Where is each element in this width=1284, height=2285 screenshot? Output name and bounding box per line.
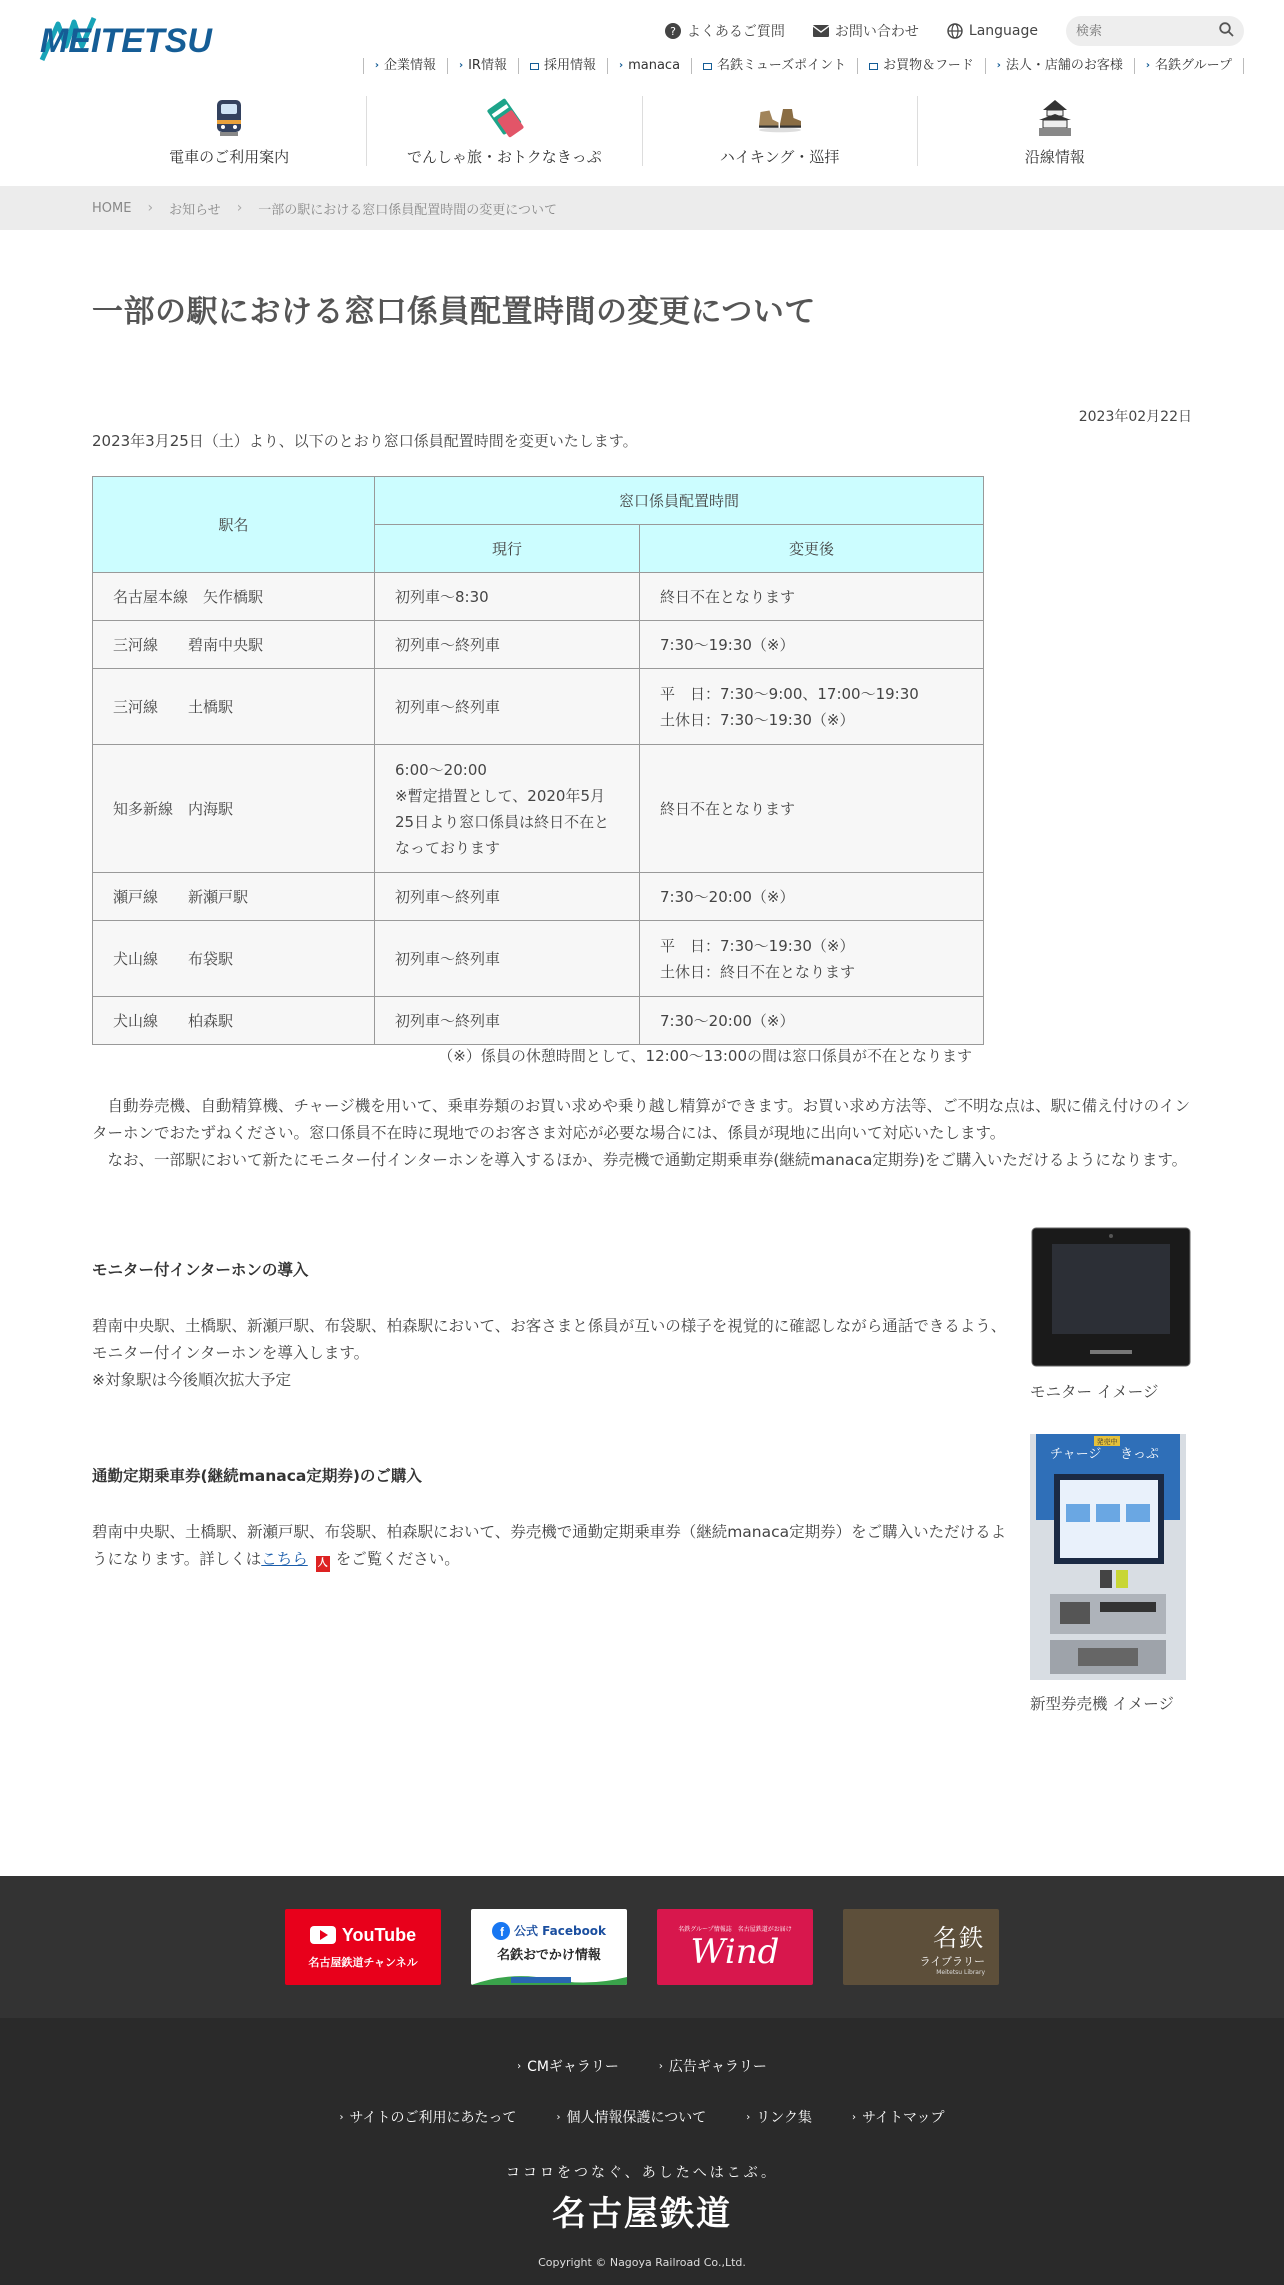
- chevron-right-icon: ›: [147, 200, 154, 216]
- footer-link-sitemap[interactable]: [852, 2107, 944, 2127]
- copyright: Copyright © Nagoya Railroad Co.,Ltd.: [538, 2256, 746, 2269]
- breadcrumb: [0, 186, 1284, 230]
- main-nav-label: ハイキング・巡拝: [719, 148, 840, 166]
- footer-banners: [0, 1876, 1284, 2018]
- table-cell-after: 平 日：7:30～19:30（※） 土休日：終日不在となります: [640, 921, 984, 997]
- table-cell-after: 終日不在となります: [640, 745, 984, 873]
- intro-text: 2023年3月25日（土）より、以下のとおり窓口係員配置時間を変更いたします。: [92, 432, 638, 450]
- corp-nav-company[interactable]: [363, 58, 447, 74]
- footer-link-label: 個人情報保護について: [566, 2110, 707, 2126]
- footer-link-privacy[interactable]: [557, 2107, 707, 2127]
- footer-link-label: リンク集: [756, 2110, 813, 2126]
- table-row: [93, 921, 984, 997]
- table-cell-station: 名古屋本線 矢作橋駅: [93, 573, 375, 621]
- youtube-logo-text: YouTube: [341, 1924, 417, 1945]
- table-header-after: 変更後: [640, 525, 984, 573]
- table-cell-current: 初列車～終列車: [375, 621, 640, 669]
- youtube-channel-name: 名古屋鉄道チャンネル: [308, 1955, 418, 1969]
- post-date: 2023年02月22日: [1078, 409, 1192, 425]
- body-paragraph: 自動券売機、自動精算機、チャージ機を用いて、乗車券類のお買い求めや乗り越し精算ができます。お買い求め方法等、ご不明な点は、駅に備え付けのインターホンでおたずねください。窓口係員不在時に現地でのお客さま対応が必要な場合には、係員が現地に出向いて対応いたします。: [92, 1097, 1191, 1142]
- corp-nav-label: 採用情報: [543, 58, 596, 73]
- breadcrumb-current: 一部の駅における窓口係員配置時間の変更について: [258, 202, 558, 218]
- external-link-icon: [703, 63, 712, 70]
- monitor-caption: モニター イメージ: [1030, 1383, 1159, 1401]
- footer-link-cm-gallery[interactable]: [517, 2056, 619, 2076]
- corp-nav-label: お買物＆フード: [883, 58, 974, 73]
- corp-nav-shopping[interactable]: [857, 58, 985, 74]
- monitor-figure: [1030, 1226, 1192, 1402]
- table-cell-after: 7:30～19:30（※）: [640, 621, 984, 669]
- search-box: [1066, 16, 1244, 46]
- corp-nav-label: 名鉄グループ: [1155, 58, 1232, 73]
- body-paragraph: なお、一部駅において新たにモニター付インターホンを導入するほか、券売機で通勤定期乗車券(継続manaca定期券)をご購入いただけるようになります。: [107, 1151, 1188, 1169]
- corp-nav-label: 法人・店舗のお客様: [1005, 58, 1123, 73]
- svg-text:f: f: [499, 1924, 504, 1939]
- wind-logo-text: Wind: [690, 1931, 780, 1972]
- corp-nav-manaca[interactable]: [607, 58, 691, 74]
- site-footer: [0, 2018, 1284, 2285]
- corp-nav-group[interactable]: [1134, 58, 1244, 74]
- train-icon: [205, 98, 253, 138]
- facebook-subtitle: 名鉄おでかけ情報: [497, 1947, 601, 1963]
- chevron-right-icon: ›: [746, 2111, 751, 2123]
- details-link[interactable]: こちら: [261, 1550, 308, 1568]
- table-cell-after: 7:30～20:00（※）: [640, 997, 984, 1045]
- footer-link-label: CMギャラリー: [527, 2059, 619, 2075]
- footer-row-galleries: [0, 2056, 1284, 2076]
- table-cell-after: 7:30～20:00（※）: [640, 873, 984, 921]
- footer-row-policies: [0, 2107, 1284, 2127]
- footer-link-ad-gallery[interactable]: [659, 2056, 767, 2076]
- contact-link[interactable]: [813, 21, 919, 41]
- question-circle-icon: [665, 23, 681, 39]
- table-cell-current: 初列車～8:30: [375, 573, 640, 621]
- main-nav-hiking[interactable]: [642, 96, 917, 166]
- table-row: [93, 621, 984, 669]
- chevron-right-icon: ›: [618, 60, 624, 71]
- section-text-before: 碧南中央駅、土橋駅、新瀬戸駅、布袋駅、柏森駅において、券売機で通勤定期乗車券（継続manaca定期券）をご購入いただけるようになります。詳しくは: [92, 1523, 1007, 1568]
- utility-nav: [665, 16, 1244, 46]
- corp-nav-label: IR情報: [468, 58, 507, 73]
- youtube-play-icon: [310, 1926, 336, 1944]
- section-paragraph: ※対象駅は今後順次拡大予定: [92, 1371, 291, 1389]
- table-body: [93, 573, 984, 1045]
- library-logo-text: 名鉄: [933, 1924, 985, 1952]
- chevron-right-icon: ›: [374, 60, 379, 71]
- footer-brand[interactable]: 名古屋鉄道: [552, 2194, 732, 2234]
- table-cell-current: 初列車～終列車: [375, 997, 640, 1045]
- castle-icon: [1031, 98, 1079, 138]
- table-cell-station: 三河線 土橋駅: [93, 669, 375, 745]
- external-link-icon: [869, 63, 878, 70]
- search-icon[interactable]: [1219, 22, 1234, 41]
- chevron-right-icon: ›: [852, 2111, 857, 2123]
- body-paragraphs: [92, 1093, 1192, 1174]
- main-nav-label: 電車のご利用案内: [169, 148, 290, 166]
- table-row: [93, 669, 984, 745]
- machine-label-ticket: きっぷ: [1120, 1447, 1160, 1462]
- breadcrumb-home[interactable]: HOME: [92, 200, 132, 216]
- ticket-icon: [480, 98, 528, 138]
- section-paragraph: 碧南中央駅、土橋駅、新瀬戸駅、布袋駅、柏森駅において、お客さまと係員が互いの様子を視覚的に確認しながら通話できるよう、モニター付インターホンを導入します。: [92, 1317, 1007, 1362]
- table-row: [93, 997, 984, 1045]
- wind-magazine-banner[interactable]: [657, 1909, 813, 1985]
- monitor-image: [1030, 1226, 1192, 1368]
- footer-link-label: サイトのご利用にあたって: [349, 2110, 517, 2126]
- search-input[interactable]: [1076, 24, 1206, 39]
- table-cell-station: 犬山線 柏森駅: [93, 997, 375, 1045]
- section-text-commuter-pass: [92, 1519, 1012, 1573]
- youtube-banner[interactable]: [285, 1909, 441, 1985]
- globe-icon: [947, 23, 963, 39]
- table-cell-station: 犬山線 布袋駅: [93, 921, 375, 997]
- corp-nav-ir[interactable]: [447, 58, 518, 74]
- footer-tagline: ココロをつなぐ、あしたへはこぶ。: [506, 2165, 778, 2181]
- library-subtitle: ライブラリー: [919, 1955, 985, 1968]
- hiking-boots-icon: [756, 98, 804, 138]
- external-link-icon: [530, 63, 539, 70]
- wind-subtitle: 名鉄グループ情報誌 名古屋鉄道がお届け: [678, 1925, 792, 1933]
- ticket-machine-caption: 新型券売機 イメージ: [1030, 1695, 1174, 1713]
- table-cell-station: 瀬戸線 新瀬戸駅: [93, 873, 375, 921]
- machine-badge: 発売中: [1096, 1438, 1118, 1446]
- machine-label-charge: チャージ: [1050, 1447, 1102, 1462]
- facebook-icon: [492, 1922, 510, 1940]
- footer-link-label: 広告ギャラリー: [668, 2059, 767, 2075]
- chevron-right-icon: ›: [236, 200, 243, 216]
- main-nav-area-info[interactable]: [917, 96, 1192, 166]
- ticket-machine-image: [1030, 1434, 1186, 1680]
- train-scene-decoration: [471, 1971, 627, 1985]
- language-label: Language: [968, 23, 1038, 39]
- article: [92, 230, 1192, 1713]
- corporate-nav: [363, 58, 1244, 74]
- logo-text: MEITETSU: [40, 21, 212, 60]
- chevron-right-icon: ›: [458, 60, 464, 71]
- table-row: [93, 573, 984, 621]
- footer-link-site-terms[interactable]: [340, 2107, 517, 2127]
- chevron-right-icon: ›: [517, 2060, 522, 2072]
- section-text-after: をご覧ください。: [335, 1550, 460, 1568]
- main-nav-trip-tickets[interactable]: [366, 96, 641, 166]
- chevron-right-icon: ›: [556, 2111, 561, 2123]
- faq-label: よくあるご質問: [686, 24, 785, 40]
- table-row: [93, 873, 984, 921]
- contact-label: お問い合わせ: [834, 24, 919, 40]
- table-cell-station: 三河線 碧南中央駅: [93, 621, 375, 669]
- library-english: Meitetsu Library: [936, 1969, 985, 1976]
- corp-nav-muse-point[interactable]: [691, 58, 857, 74]
- chevron-right-icon: ›: [1145, 60, 1151, 71]
- pdf-icon[interactable]: 人: [316, 1556, 330, 1572]
- table-note: （※）係員の休憩時間として、12:00～13:00の間は窓口係員が不在となります: [438, 1047, 972, 1065]
- section-heading-intercom: モニター付インターホンの導入: [92, 1261, 309, 1279]
- main-nav-train-guide[interactable]: [92, 96, 366, 166]
- page-title: 一部の駅における窓口係員配置時間の変更について: [92, 294, 816, 330]
- corp-nav-recruit[interactable]: [518, 58, 607, 74]
- site-logo[interactable]: [40, 14, 210, 68]
- table-header-current: 現行: [375, 525, 640, 573]
- staffing-schedule-table: [92, 476, 984, 1045]
- table-cell-current: 6:00～20:00 ※暫定措置として、2020年5月25日より窓口係員は終日不在となっております: [375, 745, 640, 873]
- table-row: [93, 745, 984, 873]
- corp-nav-label: 企業情報: [383, 58, 436, 73]
- language-link[interactable]: [947, 23, 1038, 39]
- facebook-banner[interactable]: [471, 1909, 627, 1985]
- meitetsu-library-banner[interactable]: [843, 1909, 999, 1985]
- chevron-right-icon: ›: [658, 2060, 663, 2072]
- corp-nav-business[interactable]: [985, 58, 1134, 74]
- table-cell-after: 平 日：7:30～9:00、17:00～19:30 土休日：7:30～19:30（※）: [640, 669, 984, 745]
- section-text-intercom: [92, 1313, 1012, 1394]
- main-nav: [92, 96, 1192, 186]
- mail-icon: [813, 23, 829, 39]
- main-nav-label: でんしゃ旅・おトクなきっぷ: [407, 148, 602, 166]
- table-cell-after: 終日不在となります: [640, 573, 984, 621]
- chevron-right-icon: ›: [339, 2111, 344, 2123]
- site-header: [0, 0, 1284, 186]
- footer-link-links[interactable]: [746, 2107, 812, 2127]
- table-cell-current: 初列車～終列車: [375, 669, 640, 745]
- corp-nav-label: manaca: [628, 58, 681, 73]
- svg-text:?: ?: [669, 25, 676, 38]
- facebook-title: 公式 Facebook: [513, 1924, 607, 1938]
- section-heading-commuter-pass: 通勤定期乗車券(継続manaca定期券)のご購入: [92, 1467, 422, 1485]
- table-header-group: 窓口係員配置時間: [375, 477, 984, 525]
- faq-link[interactable]: [665, 21, 785, 41]
- footer-link-label: サイトマップ: [862, 2110, 945, 2126]
- corp-nav-label: 名鉄ミューズポイント: [717, 58, 847, 73]
- table-cell-current: 初列車～終列車: [375, 921, 640, 997]
- table-header-station: 駅名: [93, 477, 375, 573]
- table-cell-station: 知多新線 内海駅: [93, 745, 375, 873]
- chevron-right-icon: ›: [996, 60, 1001, 71]
- breadcrumb-news[interactable]: お知らせ: [169, 202, 221, 218]
- main-nav-label: 沿線情報: [1024, 148, 1085, 166]
- ticket-machine-figure: [1030, 1434, 1186, 1714]
- table-cell-current: 初列車～終列車: [375, 873, 640, 921]
